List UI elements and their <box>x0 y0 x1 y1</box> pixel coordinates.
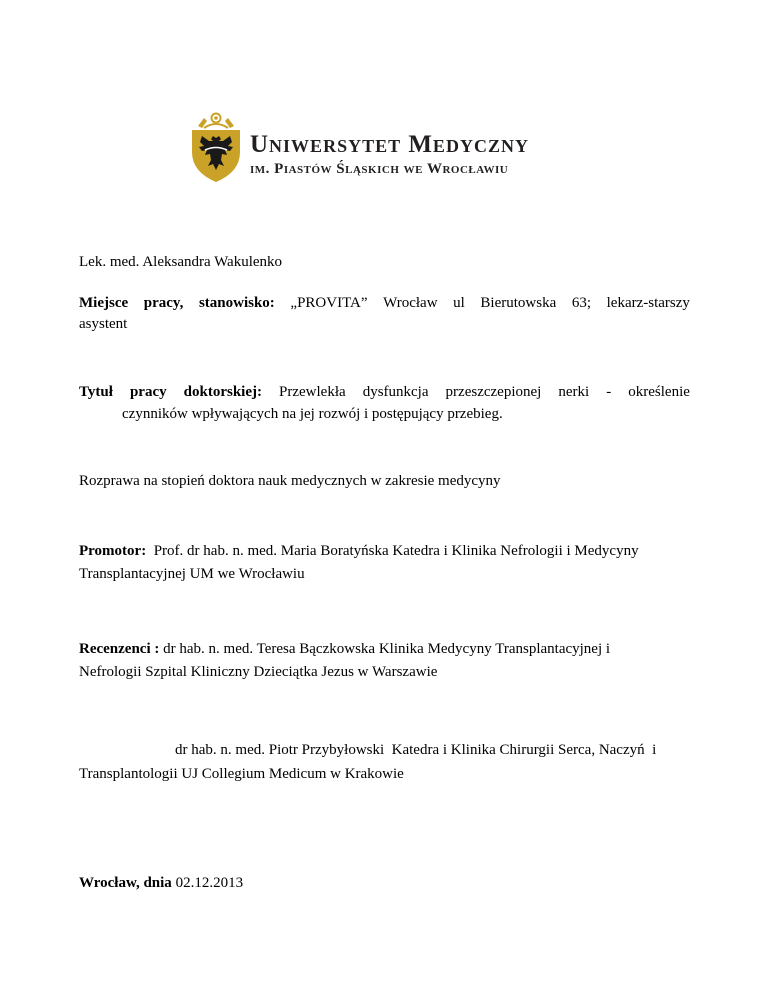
workplace-continuation: asystent <box>79 316 128 332</box>
author-name: Lek. med. Aleksandra Wakulenko <box>79 254 283 270</box>
thesis-label-word: Tytuł <box>79 384 113 400</box>
date-value: 02.12.2013 <box>175 875 244 891</box>
workplace-value-word: 63; <box>571 295 592 311</box>
workplace-value-word: Wrocław <box>383 295 438 311</box>
workplace-label-word: stanowisko: <box>198 295 275 311</box>
reviewer-1-continuation: Nefrologii Szpital Kliniczny Dzieciątka Jezus w Warszawie <box>79 664 438 680</box>
thesis-title-continuation: czynników wpływających na jej rozwój i postępujący przebieg. <box>122 406 503 422</box>
logo-text <box>250 132 580 178</box>
workplace-value-word: lekarz-starszy <box>606 295 690 311</box>
degree-statement: Rozprawa na stopień doktora nauk medycznych w zakresie medycyny <box>79 473 501 489</box>
logo-university-subtitle: im. Piastów Śląskich we Wrocławiu <box>250 161 509 177</box>
thesis-label-word: doktorskiej: <box>183 384 262 400</box>
promoter-line <box>79 542 639 560</box>
thesis-title-word: - <box>606 384 612 400</box>
thesis-title-word: nerki <box>558 384 590 400</box>
promoter-continuation: Transplantacyjnej UM we Wrocławiu <box>79 566 305 582</box>
workplace-value-word: „PROVITA” <box>290 295 368 311</box>
thesis-title-word: przeszczepionej <box>445 384 542 400</box>
thesis-label-word: pracy <box>129 384 167 400</box>
logo-university-name: Uniwersytet Medyczny <box>250 131 529 158</box>
reviewer-2-continuation: Transplantologii UJ Collegium Medicum w Krakowie <box>79 766 404 782</box>
workplace-value-word: ul <box>453 295 465 311</box>
thesis-title-word: Przewlekła <box>279 384 346 400</box>
place-date-label: Wrocław, dnia <box>79 875 172 891</box>
thesis-title-word: dysfunkcja <box>362 384 429 400</box>
university-logo <box>190 112 580 184</box>
reviewer-2: dr hab. n. med. Piotr Przybyłowski Katedra i Klinika Chirurgii Serca, Naczyń i <box>175 742 657 758</box>
thesis-title-word: określenie <box>628 384 690 400</box>
reviewers-line <box>79 640 610 658</box>
thesis-title-line <box>79 383 690 401</box>
reviewers-label: Recenzenci : <box>79 641 160 657</box>
reviewer-1: dr hab. n. med. Teresa Bączkowska Klinika Medycyny Transplantacyjnej i <box>163 641 611 657</box>
promoter-label: Promotor: <box>79 543 147 559</box>
place-date-line <box>79 874 243 892</box>
workplace-line <box>79 294 690 312</box>
university-crest-icon <box>190 112 242 184</box>
workplace-value-word: Bierutowska <box>480 295 557 311</box>
workplace-label-word: pracy, <box>143 295 184 311</box>
promoter-name: Prof. dr hab. n. med. Maria Boratyńska Katedra i Klinika Nefrologii i Medycyny <box>153 543 639 559</box>
workplace-label-word: Miejsce <box>79 295 129 311</box>
